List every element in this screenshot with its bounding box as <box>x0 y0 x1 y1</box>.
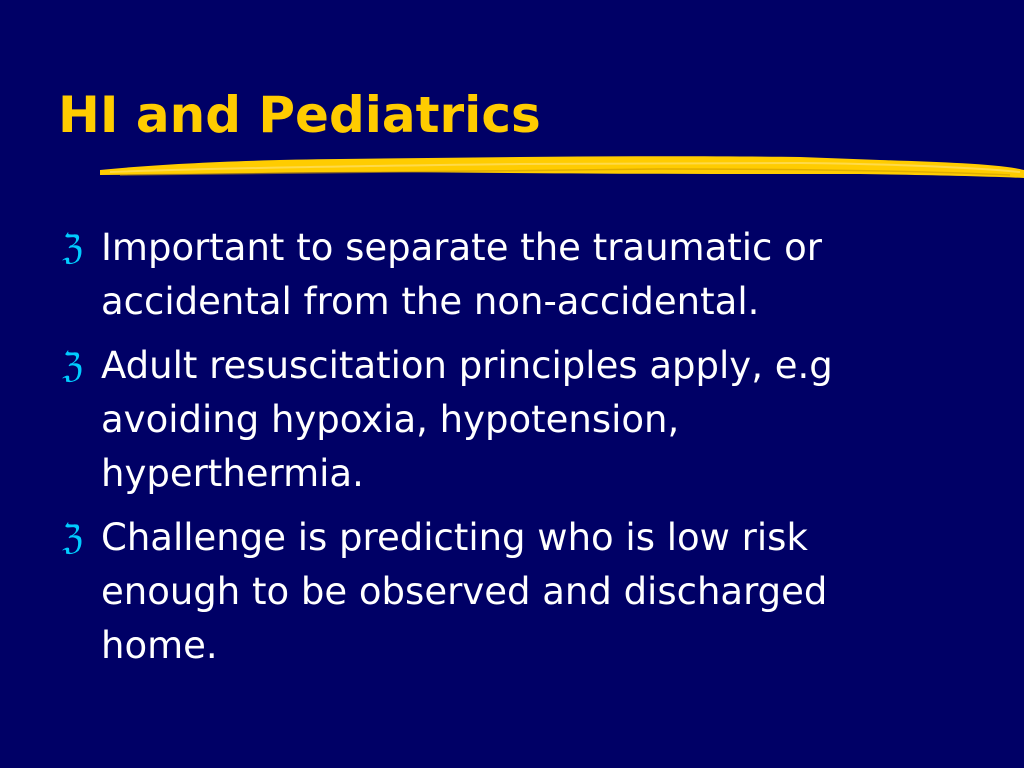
bullet-text: Challenge is predicting who is low risk enough to be observed and discharged home. <box>101 516 828 667</box>
bullet-item <box>62 221 962 329</box>
z-script-bullet-icon: ℨ <box>62 228 83 268</box>
bullet-text: Adult resuscitation principles apply, e.g avoiding hypoxia, hypotension, hyperthermia. <box>101 344 833 495</box>
title-underline-brushstroke <box>100 148 1024 188</box>
bullet-list <box>62 221 962 683</box>
z-script-bullet-icon: ℨ <box>62 518 83 558</box>
slide-title: HI and Pediatrics <box>58 86 541 144</box>
z-script-bullet-icon: ℨ <box>62 346 83 386</box>
bullet-item <box>62 511 962 673</box>
bullet-item <box>62 339 962 501</box>
bullet-text: Important to separate the traumatic or accidental from the non-accidental. <box>101 226 822 323</box>
